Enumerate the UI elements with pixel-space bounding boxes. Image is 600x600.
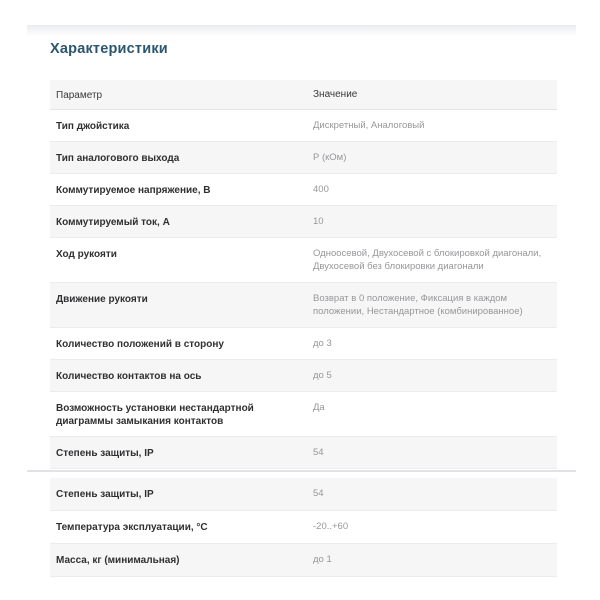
card-top-shadow bbox=[27, 25, 576, 36]
table-row bbox=[50, 360, 557, 392]
table-row bbox=[50, 437, 557, 469]
table-row bbox=[50, 511, 557, 544]
spec-value: Дискретный, Аналоговый bbox=[313, 120, 425, 131]
table-header-row bbox=[50, 80, 557, 110]
specs-card-secondary bbox=[27, 478, 576, 577]
spec-label: Масса, кг (минимальная) bbox=[56, 555, 180, 566]
spec-value: 54 bbox=[313, 447, 324, 458]
spec-label: Степень защиты, IP bbox=[56, 448, 154, 459]
table-row bbox=[50, 142, 557, 174]
spec-value: Да bbox=[313, 402, 325, 413]
section-title: Характеристики bbox=[50, 41, 168, 57]
table-row bbox=[50, 206, 557, 238]
spec-label: Количество положений в сторону bbox=[56, 339, 224, 350]
table-row bbox=[50, 283, 557, 328]
table-row bbox=[50, 328, 557, 360]
column-header-param: Параметр bbox=[56, 90, 103, 101]
spec-label: Тип аналогового выхода bbox=[56, 153, 180, 164]
spec-value: до 1 bbox=[313, 554, 332, 565]
table-row bbox=[50, 478, 557, 511]
spec-label: Температура эксплуатации, °С bbox=[56, 522, 208, 533]
spec-label: Ход рукояти bbox=[56, 249, 117, 260]
spec-value: до 3 bbox=[313, 338, 332, 349]
table-row bbox=[50, 174, 557, 206]
spec-label: Степень защиты, IP bbox=[56, 489, 154, 500]
table-row bbox=[50, 544, 557, 577]
spec-label: Коммутируемое напряжение, В bbox=[56, 185, 211, 196]
specs-table bbox=[50, 80, 557, 469]
spec-value: Р (кОм) bbox=[313, 152, 347, 163]
column-header-value: Значение bbox=[313, 89, 358, 100]
spec-value: 54 bbox=[313, 488, 324, 499]
spec-label: Количество контактов на ось bbox=[56, 371, 202, 382]
table-row bbox=[50, 110, 557, 142]
spec-value: 400 bbox=[313, 184, 329, 195]
spec-value: 10 bbox=[313, 216, 324, 227]
spec-label: Движение рукояти bbox=[56, 294, 148, 305]
spec-label: Тип джойстика bbox=[56, 121, 130, 132]
spec-label: Коммутируемый ток, А bbox=[56, 217, 170, 228]
specs-table-secondary bbox=[50, 478, 557, 577]
spec-value: до 5 bbox=[313, 370, 332, 381]
table-row bbox=[50, 392, 557, 437]
table-row bbox=[50, 238, 557, 283]
specs-card bbox=[27, 25, 576, 472]
spec-label: Возможность установки нестандартной диаграммы замыкания контактов bbox=[56, 403, 254, 427]
spec-value: -20..+60 bbox=[313, 521, 349, 532]
spec-value: Возврат в 0 положение, Фиксация в каждом положении, Нестандартное (комбинированное) bbox=[313, 293, 523, 317]
spec-value: Одноосевой, Двухосевой с блокировкой диагонали, Двухосевой без блокировки диагонали bbox=[313, 248, 542, 272]
